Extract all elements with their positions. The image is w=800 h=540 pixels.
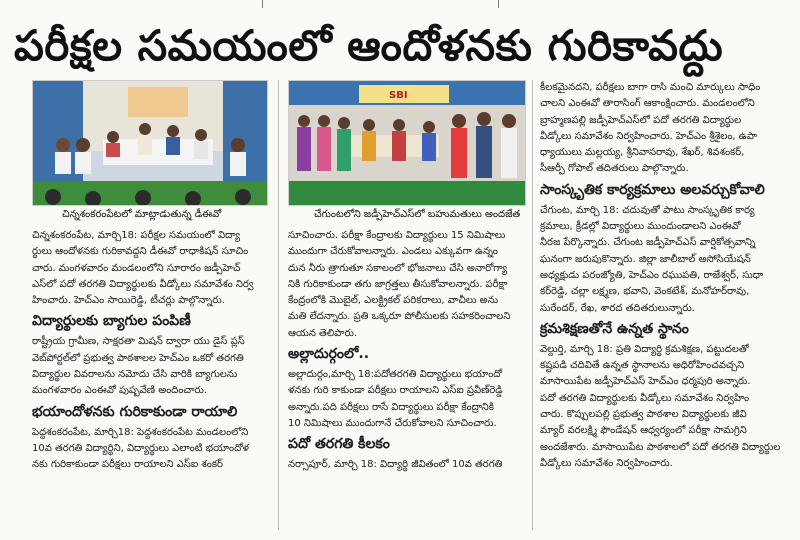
text-line: హించారు. హెచ్ఎం సాయిరెడ్డి, టీచర్లు పాల్గొన్నారు. bbox=[32, 295, 225, 307]
text-line: నికి గురికాకుండా తగు జాగ్రత్తలు తీసుకోవాలన్నారు. పరీక్షా bbox=[288, 278, 508, 290]
text-line: చారు. మంగళవారం మండలంలోని సూరారం జడ్పీహెచ్ bbox=[32, 262, 241, 274]
text-line: వెల్దుర్తి, మార్చి 18: ప్రతి విద్యార్థి క్రమశిక్షణ, పట్టుదలతో bbox=[540, 343, 749, 355]
text-line: వెబ్‌పోర్టల్‌లో ప్రభుత్వ పాఠశాలల హెచ్ఎం ఒకరో తరగతి bbox=[32, 352, 244, 364]
subheading: విద్యార్థులకు బ్యాగుల పంపిణీ bbox=[32, 313, 191, 330]
subheading: భయాందోళనకు గురికాకుండా రాయాలి bbox=[32, 403, 238, 420]
text-line: దున నీరు త్రాగుతూ సకాలంలో భోజనాలు చేసి అనారోగ్యా bbox=[288, 262, 508, 274]
text-line: కష్టపడి చదివితే ఉన్నత స్థానాలను అధిరోహించవచ్చని bbox=[540, 360, 745, 372]
subheading: అల్లాదుర్గంలో.. bbox=[288, 346, 370, 363]
text-line: వీడ్కోలు సమావేశం నిర్వహించారు. bbox=[540, 457, 673, 469]
photo-middle-caption: చేగుంటలోని జడ్పీహెచ్ఎస్‌లో బహుమతులు అందజేత bbox=[314, 209, 521, 220]
headline: పరీక్షల సమయంలో ఆందోళనకు గురికావద్దు bbox=[14, 21, 724, 70]
column-divider bbox=[278, 80, 279, 530]
column-right bbox=[540, 80, 790, 536]
photo-middle-drawing bbox=[289, 81, 525, 205]
text-line: చాలని ఎంఈవో తారాసింగ్ ఆకాంక్షించారు. మండలంలోని bbox=[540, 98, 755, 110]
text-line: చారు. కొప్పులపల్లి ప్రభుత్వ పాఠశాల విద్యార్థులకు జీవి bbox=[540, 409, 747, 421]
text-line: ముందుగా చేరుకోవాలన్నారు. ఎండలు ఎక్కువగా ఉన్నం bbox=[288, 246, 498, 258]
text-line: అందజేశారు. మాసాయిపేట పాఠశాలలో పదో తరగతి విద్యార్థుల bbox=[540, 441, 781, 453]
text-line: కర్‌రెడ్డి, చల్లా లక్ష్మణ, భవాని, వెంకటేశ్, మనోహర్‌రావు, bbox=[540, 286, 750, 298]
subheading: సాంస్కృతిక కార్యక్రమాలు అలవర్చుకోవాలి bbox=[540, 181, 765, 198]
subheading: పదో తరగతి కీలకం bbox=[288, 436, 390, 453]
text-line: ఘనంగా జరుపుకొన్నారు. జిల్లా జాలీబాల్ అసోసియేషన్ bbox=[540, 253, 751, 265]
top-tick bbox=[498, 0, 499, 8]
column-middle bbox=[288, 228, 528, 538]
text-line: ధ్యాయులు మల్లయ్య, శ్రీనివాసరావు, శేఖర్, శివశంకర్, bbox=[540, 147, 745, 159]
photo-left bbox=[32, 80, 268, 206]
text-line: ర్థులు ఆందోళనకు గురికావద్దని డీఈవో రాధాకిషన్ సూచిం bbox=[32, 246, 249, 258]
text-line: ఆయన తెలిపారు. bbox=[288, 327, 358, 339]
text-line: 10 నిమిషాలు ముందుగానే చేరుకోవాలని సూచించారు. bbox=[288, 417, 497, 429]
column-left bbox=[32, 228, 276, 538]
text-line: ళనకు గురి కాకుండా పరీక్షలు రాయాలని ఎస్ఐ ప్రవీణ్‌రెడ్డి bbox=[288, 385, 503, 397]
text-line: మతి లేదన్నారు. ప్రతి ఒక్కరూ పోలీసులకు సహకరించాలని bbox=[288, 311, 511, 323]
text-line: ఎస్‌లో పదో తరగతి విద్యార్థులకు వీడ్కోలు సమావేశం నిర్వ bbox=[32, 278, 254, 290]
text-line: రాష్ట్రీయ గ్రామీణ, సాక్షరతా మిషన్ ద్వారా యు డైస్ ప్లస్ bbox=[32, 336, 245, 348]
text-line: చేగుంట, మార్చి 18: చదువుతో పాటు సాంస్కృతిక కార్య bbox=[540, 204, 755, 216]
photo-left-drawing bbox=[33, 81, 267, 205]
text-line: చిన్నశంకరంపేట, మార్చి18: పరీక్షల సమయంలో విద్యా bbox=[32, 230, 241, 241]
text-line: 10వ తరగతి విద్యార్థిని, విద్యార్థులు ఎలాంటి భయాందోళ bbox=[32, 442, 249, 454]
subheading: క్రమశిక్షణతోనే ఉన్నత స్థానం bbox=[540, 320, 689, 337]
text-line: మాసాయిపేట జడ్పీహెచ్ఎస్ హెచ్ఎం ధర్మపురి అన్నారు. bbox=[540, 376, 751, 388]
text-line: సీఆర్పీ గోపాల్ తదితరులు పాల్గొన్నారు. bbox=[540, 163, 689, 175]
text-line: నర్సాపూర్, మార్చి 18: విద్యార్థి జీవితంలో 10వ తరగతి bbox=[288, 459, 503, 471]
text-line: అల్లాదుర్గం,మార్చి 18:పదోతరగతి విద్యార్థులు భయాందో bbox=[288, 369, 503, 381]
top-tick bbox=[262, 0, 263, 8]
text-line: విద్యార్థుల వివరాలను నమోదు చేసి వారికి బ్యాగులను bbox=[32, 369, 238, 381]
text-line: కీలకమైనదని, పరీక్షలు బాగా రాసి మంచి మార్కులు సాధిం bbox=[540, 82, 761, 93]
text-line: వీడ్కోలు సమావేశం నిర్వహించారు. హెచ్ఎం శ్రీశైలం, ఉపా bbox=[540, 130, 758, 142]
text-line: కేంద్రంలోకి మొబైల్, ఎలక్ట్రికల్ పరికరాలు, వాచీలు అను bbox=[288, 295, 499, 307]
text-line: క్రమాలు, క్రీడల్లో విద్యార్థులు ముందుండాలని ఎంఈవో bbox=[540, 221, 741, 233]
column-divider bbox=[532, 80, 533, 530]
text-line: సురేందర్, రేఖ, శారద తదితరులున్నారు. bbox=[540, 302, 695, 314]
text-line: బ్రాహ్మణపల్లి జడ్పీహెచ్ఎస్‌లో పదో తరగతి విద్యార్థుల bbox=[540, 114, 742, 126]
top-clipping-edge bbox=[0, 0, 800, 6]
text-line: అన్నారు.పది పరీక్షలు రాసే విద్యార్థులు పరీక్షా కేంద్రానికి bbox=[288, 401, 495, 413]
photo-middle bbox=[288, 80, 526, 206]
text-line: నీరజ పేర్కొన్నారు. చేగుంట జడ్పీహెచ్ఎస్ వార్షికోత్సవాన్ని bbox=[540, 237, 756, 249]
text-line: నకు గురికాకుండా పరీక్షలు రాయాలని ఎస్ఐ శంకర్ bbox=[32, 459, 223, 471]
text-line: పెద్దశంకరంపేట, మార్చి18: పెద్దశంకరంపేట మండలంలోని bbox=[32, 426, 249, 438]
text-line: పదో తరగతి విద్యార్థులకు వీడ్కోలు సమావేశం నిర్వహిం bbox=[540, 392, 750, 404]
text-line: అధ్యక్షుడు పరంజ్యోతి, హెచ్ఎం రఘుపతి, రాజేశ్వర్, సుధా bbox=[540, 269, 764, 281]
banner-text: SBI bbox=[389, 90, 408, 101]
text-line: మంగళవారం ఎంఈవో పుష్పవేణి అందించారు. bbox=[32, 385, 208, 397]
photo-left-caption: చిన్నశంకరంపేటలో మాట్లాడుతున్న డీఈవో bbox=[62, 209, 222, 220]
text-line: మ్యార్ వరలక్ష్మి ఫౌండేషన్ ఆధ్వర్యంలో పరీక్షా సామగ్రిని bbox=[540, 425, 747, 437]
text-line: సూచించారు. పరీక్షా కేంద్రాలకు విద్యార్థులు 15 నిమిషాలు bbox=[288, 230, 506, 241]
